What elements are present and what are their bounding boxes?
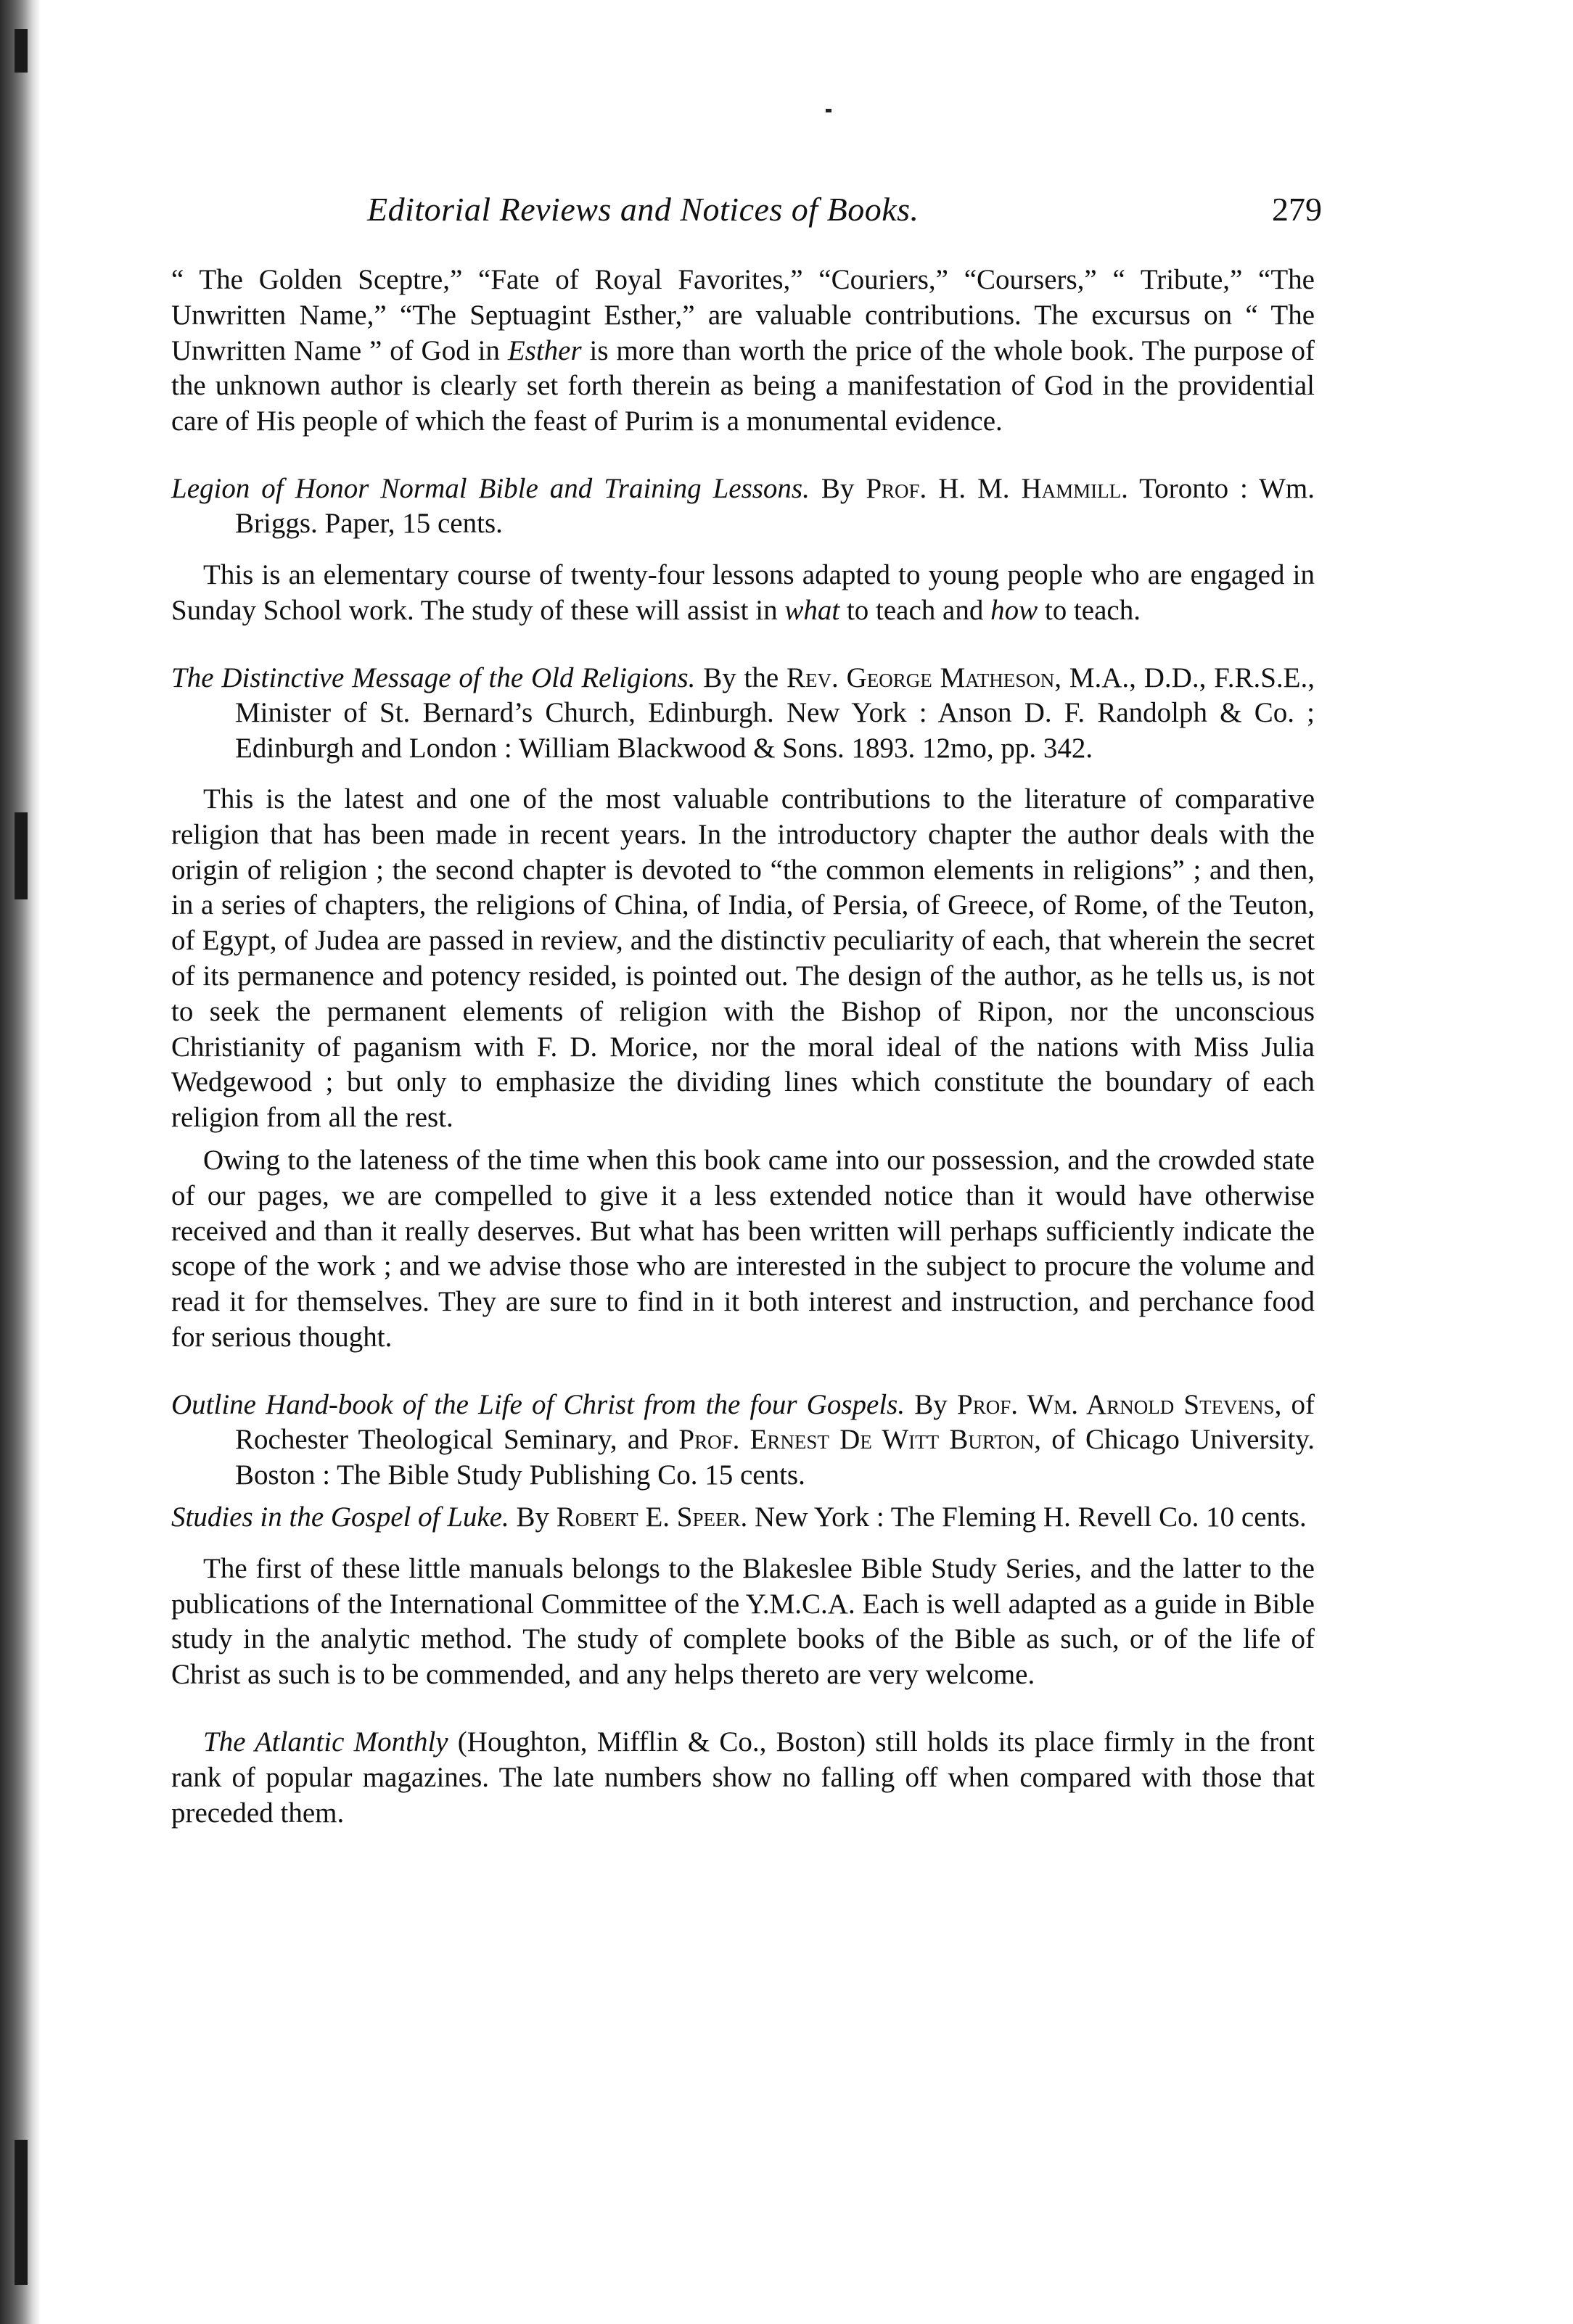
review-paragraph-matheson: This is the latest and one of the most valuable contributions to the literature of comparative religion that has been made in recent years. In the introductory chapter the author deals with the origin of religion ; the second chapter is devoted to “the common elements in religions” ; and then, in a series of chapters, the religions of China, of India, of Persia, of Greece, of Rome, of the Teuton, of Egypt, of Judea are passed in review, and the distinctiv peculiarity of each, that wherein the secret of its permanence and potency resided, is pointed out. The design of the author, as he tells us, is not to seek the permanent elements of religion with the Bishop of Ripon, nor the unconscious Christianity of paganism with F. D. Morice, nor the moral ideal of the nations with Miss Julia Wedgewood ; but only to emphasize the dividing lines which constitute the boundary of each religion from all the rest. <box>171 783 1315 1134</box>
review-paragraph-atlantic: The Atlantic Monthly (Houghton, Mifflin & Co., Boston) still holds its place firmly in the front rank of popular magazines. The late numbers show no falling off when compared with those that preceded them. <box>171 1726 1315 1829</box>
book-author: Robert E. Speer. <box>556 1501 748 1533</box>
book-entry-studies-luke: Studies in the Gospel of Luke. By Robert E. Speer. New York : The Fleming H. Revell Co. 10 cents. <box>171 1501 1307 1533</box>
book-title: Studies in the Gospel of Luke. <box>171 1501 509 1533</box>
binding-shadow <box>15 2140 28 2285</box>
page-content <box>171 190 1322 1831</box>
review-paragraph-notice: Owing to the lateness of the time when this book came into our possession, and the crowded state of our pages, we are compelled to give it a less extended notice than it would have otherwise received and than it really deserves. But what has been written will perhaps sufficiently indicate the scope of the work ; and we advise those who are interested in the subject to procure the volume and read it for themselves. They are sure to find in it both interest and instruction, and perchance food for serious thought. <box>171 1145 1315 1353</box>
book-author: Prof. Ernest De Witt Burton, <box>678 1424 1041 1456</box>
book-title: Outline Hand-book of the Life of Christ from the four Gospels. <box>171 1388 905 1420</box>
book-author: Prof. H. M. Hammill. <box>866 472 1128 504</box>
running-head-title: Editorial Reviews and Notices of Books. <box>367 191 919 228</box>
magazine-title: The Atlantic Monthly <box>203 1726 448 1758</box>
review-paragraph-manuals: The first of these little manuals belongs to the Blakeslee Bible Study Series, and the latter to the publications of the International Committee of the Y.M.C.A. Each is well adapted as a guide in Bible study in the analytic method. The study of complete books of the Bible as such, or of the life of Christ as such is to be commended, and any helps thereto are very welcome. <box>171 1552 1315 1691</box>
book-binding-edge <box>0 0 41 2324</box>
book-author: Rev. George Matheson, <box>786 662 1061 693</box>
review-paragraph-esther: “ The Golden Sceptre,” “Fate of Royal Favorites,” “Couriers,” “Coursers,” “ Tribute,” “The Unwritten Name,” “The Septuagint Esther,” are valuable contributions. The excursus on “ The Unwritten Name ” of God in Esther is more than worth the price of the whole book. The purpose of the unknown author is clearly set forth therein as being a manifestation of God in the providential care of His people of which the feast of Purim is a monumental evidence. <box>171 264 1315 437</box>
running-head <box>171 190 1322 263</box>
book-title: The Distinctive Message of the Old Religions. <box>171 662 696 693</box>
book-entry-distinctive-message: The Distinctive Message of the Old Religions. By the Rev. George Matheson, M.A., D.D., F.R.S.E., Minister of St. Bernard’s Church, Edinburgh. New York : Anson D. F. Randolph & Co. ; Edinburgh and London : William Blackwood & Sons. 1893. 12mo, pp. 342. <box>171 662 1315 764</box>
review-paragraph-legion: This is an elementary course of twenty-four lessons adapted to young people who are engaged in Sunday School work. The study of these will assist in what to teach and how to teach. <box>171 559 1315 626</box>
book-entry-legion-of-honor: Legion of Honor Normal Bible and Training Lessons. By Prof. H. M. Hammill. Toronto : Wm. Briggs. Paper, 15 cents. <box>171 472 1315 540</box>
page-number: 279 <box>1272 191 1322 228</box>
binding-shadow <box>15 812 28 899</box>
ink-speck <box>826 109 831 112</box>
binding-shadow <box>15 29 28 73</box>
italic-esther: Esther <box>507 334 582 366</box>
book-author: Prof. Wm. Arnold Stevens, <box>957 1388 1282 1420</box>
book-entry-outline-handbook: Outline Hand-book of the Life of Christ from the four Gospels. By Prof. Wm. Arnold Stevens, of Rochester Theological Seminary, and Prof. Ernest De Witt Burton, of Chicago University. Boston : The Bible Study Publishing Co. 15 cents. <box>171 1388 1315 1491</box>
book-title: Legion of Honor Normal Bible and Training Lessons. <box>171 472 810 504</box>
